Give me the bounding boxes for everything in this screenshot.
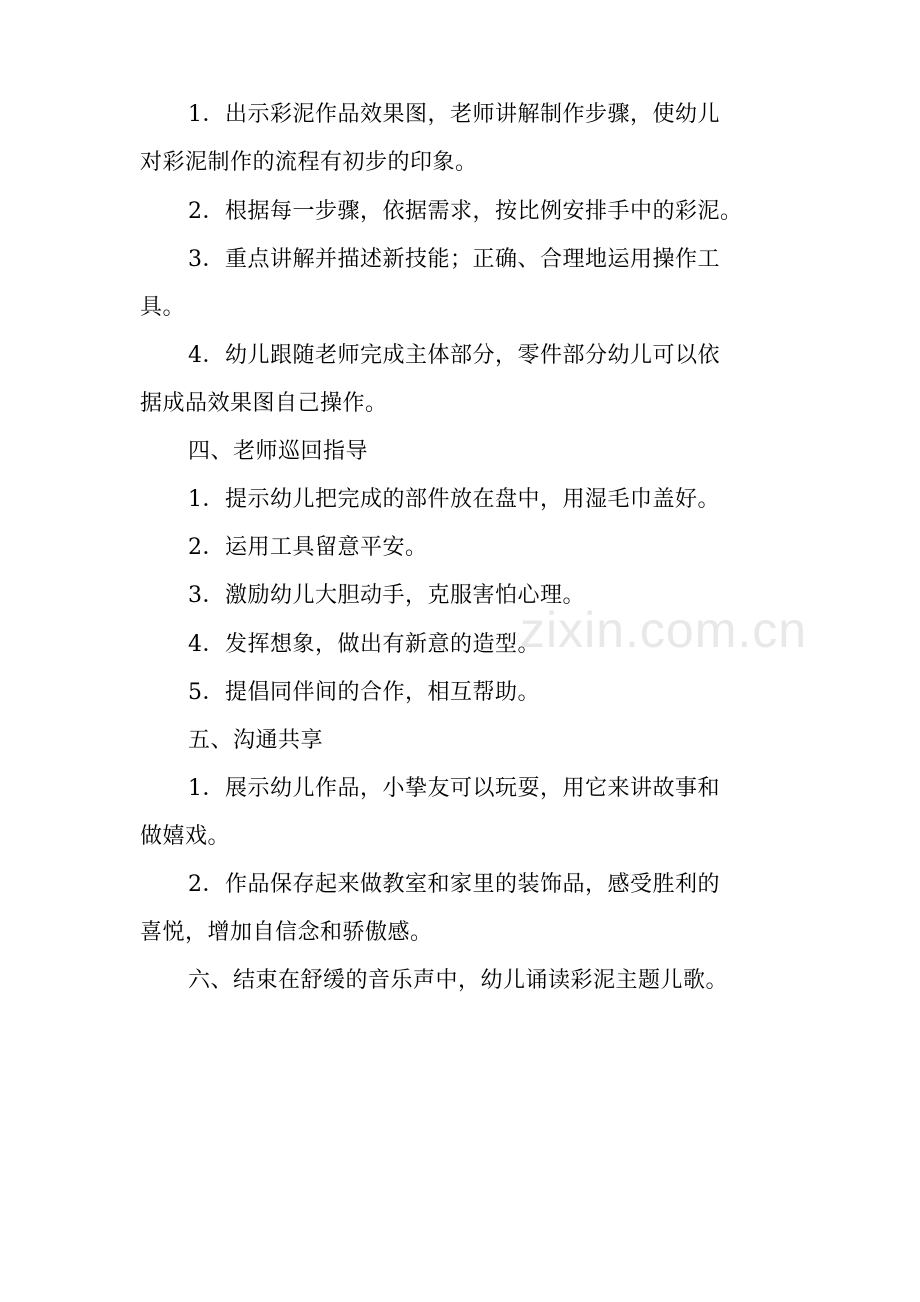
text-line: 3．激励幼儿大胆动手，克服害怕心理。: [188, 583, 585, 608]
text-line: 2．作品保存起来做教室和家里的装饰品，感受胜利的: [188, 872, 720, 897]
section-heading: 五、沟通共享: [188, 728, 324, 753]
text-line: 3．重点讲解并描述新技能；正确、合理地运用操作工: [188, 247, 720, 272]
text-line: 4．发挥想象，做出有新意的造型。: [188, 632, 540, 657]
section-heading: 四、老师巡回指导: [188, 439, 369, 464]
text-line: 1．展示幼儿作品，小挚友可以玩耍，用它来讲故事和: [188, 776, 720, 801]
text-line: 2．根据每一步骤，依据需求，按比例安排手中的彩泥。: [188, 199, 743, 224]
text-line: 据成品效果图自己操作。: [140, 391, 388, 416]
section-heading: 六、结束在舒缓的音乐声中，幼儿诵读彩泥主题儿歌。: [188, 968, 729, 993]
text-line: 喜悦，增加自信念和骄傲感。: [140, 920, 433, 945]
text-line: 做嬉戏。: [140, 824, 231, 849]
watermark: zixin.com.cn: [520, 602, 808, 658]
text-line: 1．提示幼儿把完成的部件放在盘中，用湿毛巾盖好。: [188, 487, 720, 512]
text-line: 对彩泥制作的流程有初步的印象。: [140, 150, 478, 175]
text-line: 具。: [140, 295, 186, 320]
text-line: 2．运用工具留意平安。: [188, 535, 428, 560]
text-line: 1．出示彩泥作品效果图，老师讲解制作步骤，使幼儿: [188, 102, 720, 127]
text-line: 5．提倡同伴间的合作，相互帮助。: [188, 680, 540, 705]
text-line: 4．幼儿跟随老师完成主体部分，零件部分幼儿可以依: [188, 343, 720, 368]
